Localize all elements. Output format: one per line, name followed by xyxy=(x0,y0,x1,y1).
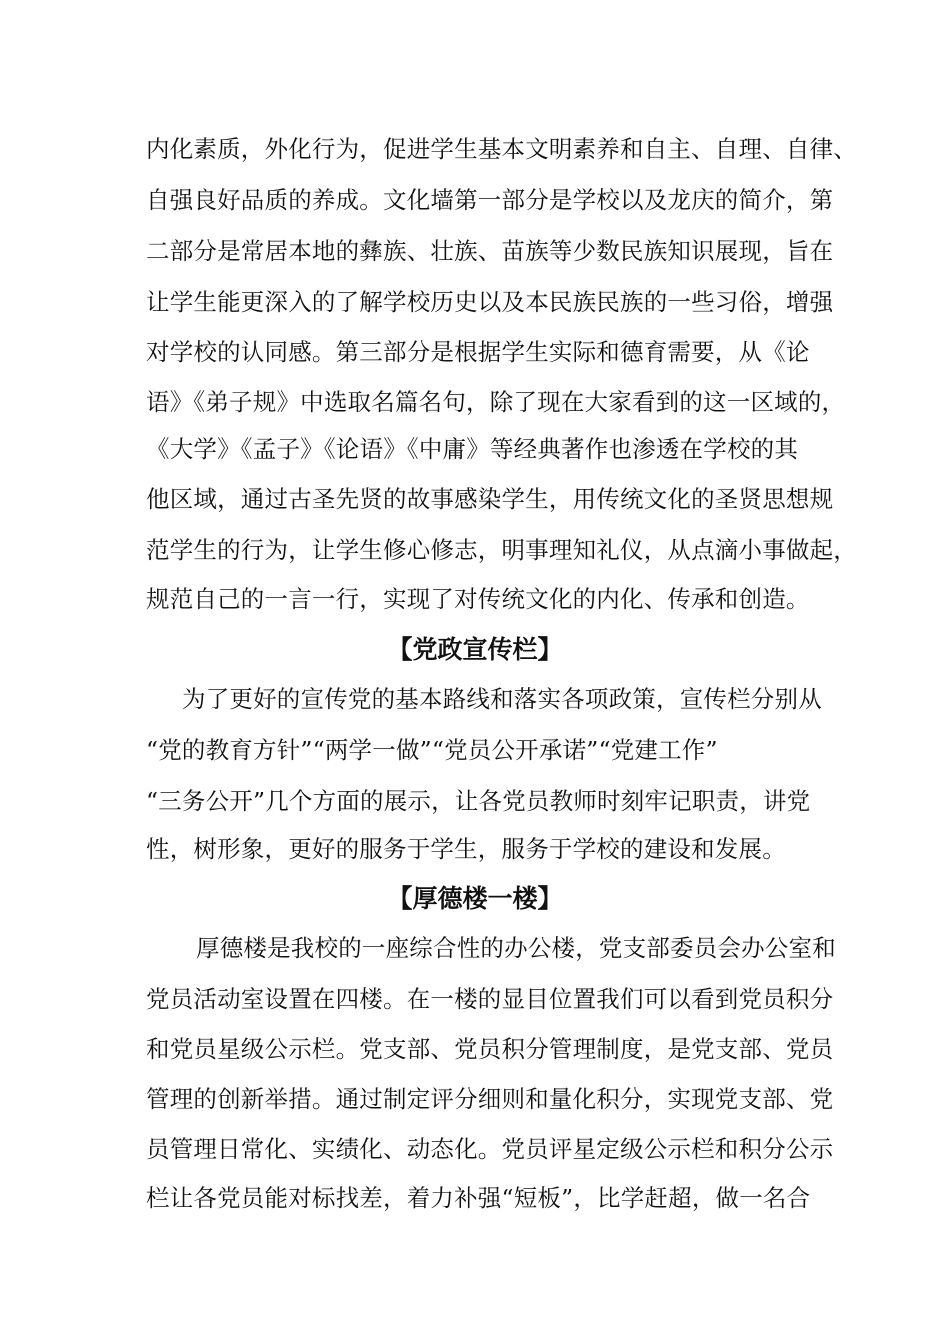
text-line: 管理的创新举措。通过制定评分细则和量化积分，实现党支部、党 xyxy=(146,1085,834,1113)
text-line: 和党员星级公示栏。党支部、党员积分管理制度，是党支部、党员 xyxy=(146,1035,834,1063)
text-line: 性，树形象，更好的服务于学生，服务于学校的建设和发展。 xyxy=(146,835,786,863)
text-line: 自强良好品质的养成。文化墙第一部分是学校以及龙庆的简介，第 xyxy=(146,186,834,214)
text-line: 二部分是常居本地的彝族、壮族、苗族等少数民族知识展现，旨在 xyxy=(146,237,834,265)
text-line: 规范自己的一言一行，实现了对传统文化的内化、传承和创造。 xyxy=(146,585,810,613)
text-line: “三务公开”几个方面的展示，让各党员教师时刻牢记职责，讲党 xyxy=(146,787,811,815)
section-heading-houde-building: 【厚德楼一楼】 xyxy=(387,884,563,913)
text-line: 《大学》《孟子》《论语》《中庸》等经典著作也渗透在学校的其 xyxy=(146,435,799,463)
text-line: 员管理日常化、实绩化、动态化。党员评星定级公示栏和积分公示 xyxy=(146,1135,834,1163)
section-heading-party-board: 【党政宣传栏】 xyxy=(387,635,563,664)
text-line: 厚德楼是我校的一座综合性的办公楼，党支部委员会办公室和 xyxy=(196,934,836,962)
text-line: 他区域，通过古圣先贤的故事感染学生，用传统文化的圣贤思想规 xyxy=(146,485,834,513)
text-line: 让学生能更深入的了解学校历史以及本民族民族的一些习俗，增强 xyxy=(146,288,834,316)
text-line: 为了更好的宣传党的基本路线和落实各项政策，宣传栏分别从 xyxy=(182,685,822,713)
text-line: 党员活动室设置在四楼。在一楼的显目位置我们可以看到党员积分 xyxy=(146,985,834,1013)
text-line: “党的教育方针”“两学一做”“党员公开承诺”“党建工作” xyxy=(146,736,718,764)
text-line: 范学生的行为，让学生修心修志，明事理知礼仪，从点滴小事做起， xyxy=(146,536,857,564)
text-line: 对学校的认同感。第三部分是根据学生实际和德育需要，从《论 xyxy=(146,338,810,366)
text-line: 内化素质，外化行为，促进学生基本文明素养和自主、自理、自律、 xyxy=(146,135,857,163)
text-line: 栏让各党员能对标找差，着力补强“短板”，比学赶超，做一名合 xyxy=(146,1184,811,1212)
text-line: 语》《弟子规》中选取名篇名句，除了现在大家看到的这一区域的， xyxy=(146,388,846,416)
